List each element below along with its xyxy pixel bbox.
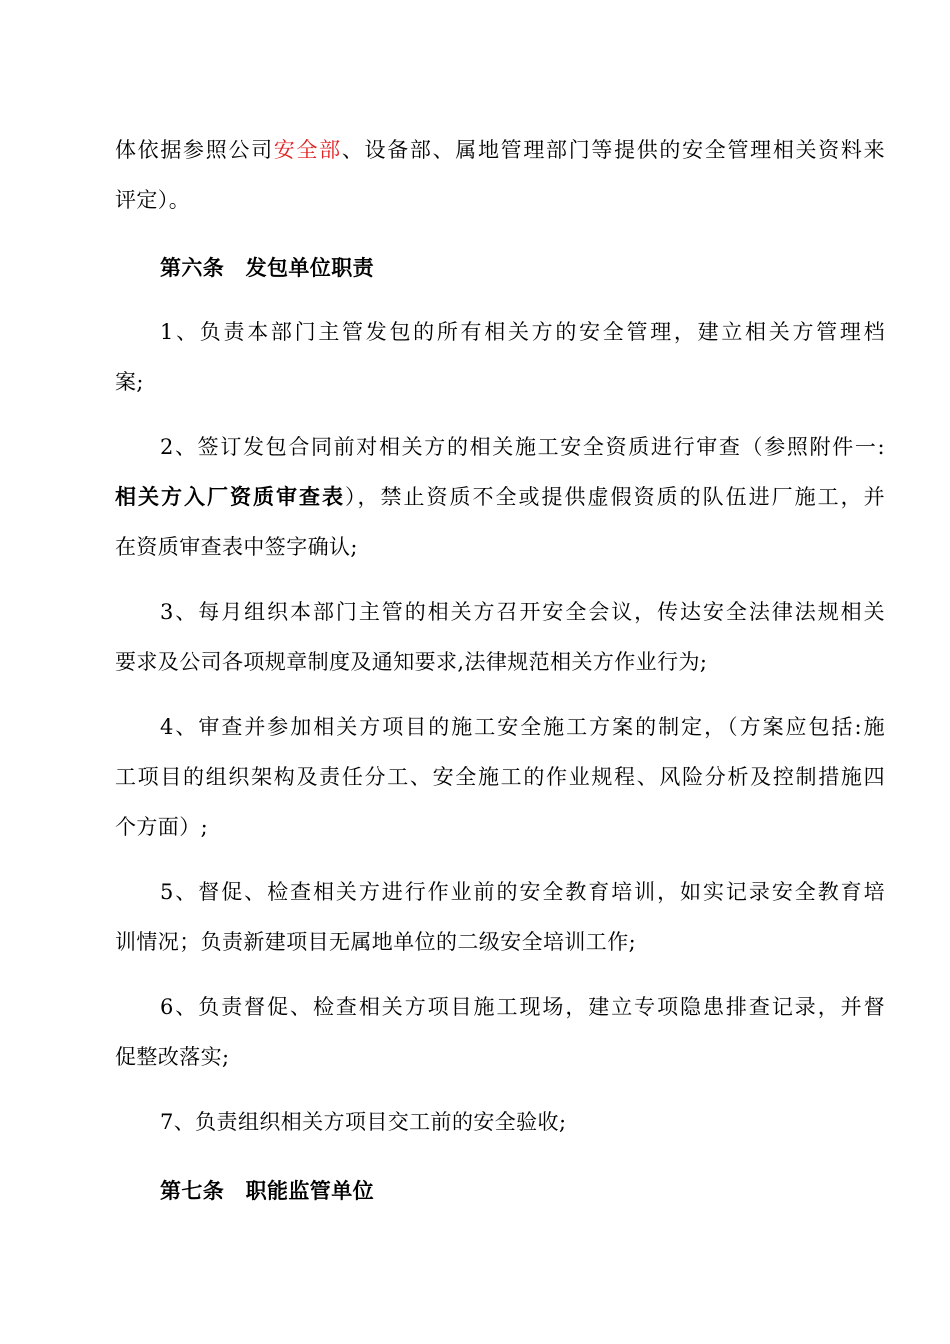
item-6-line-1: 6、负责督促、检查相关方项目施工现场，建立专项隐患排查记录，并督 (160, 995, 885, 1019)
intro-text-after: 、设备部、属地管理部门等提供的安全管理相关资料来 (341, 138, 885, 162)
item-2-line-2-rest: ），禁止资质不全或提供虚假资质的队伍进厂施工，并 (345, 485, 885, 509)
item-2-line-1: 2、签订发包合同前对相关方的相关施工安全资质进行审查（参照附件一: (160, 435, 885, 459)
intro-line-2: 评定）。 (115, 188, 191, 212)
item-7-line-1: 7、负责组织相关方项目交工前的安全验收; (160, 1110, 567, 1134)
item-5-line-1: 5、督促、检查相关方进行作业前的安全教育培训，如实记录安全教育培 (160, 880, 885, 904)
item-1-line-2: 案; (115, 370, 144, 394)
intro-line-1 (115, 136, 885, 164)
item-5-line-2: 训情况；负责新建项目无属地单位的二级安全培训工作; (115, 930, 637, 954)
attachment-form-name: 相关方入厂资质审查表 (115, 484, 346, 509)
item-3-line-1: 3、每月组织本部门主管的相关方召开安全会议，传达安全法律法规相关 (160, 600, 885, 624)
item-1-line-1: 1、负责本部门主管发包的所有相关方的安全管理，建立相关方管理档 (160, 320, 885, 344)
item-4-line-3: 个方面）; (115, 815, 209, 839)
item-3-line-2: 要求及公司各项规章制度及通知要求,法律规范相关方作业行为; (115, 650, 708, 674)
intro-text-before: 体依据参照公司 (115, 138, 274, 162)
item-6-line-2: 促整改落实; (115, 1045, 230, 1069)
item-2-line-3: 在资质审查表中签字确认; (115, 535, 358, 559)
item-2-line-2 (115, 483, 885, 511)
highlighted-department: 安全部 (273, 138, 342, 162)
article-7-heading: 第七条 职能监管单位 (160, 1178, 374, 1203)
article-6-heading: 第六条 发包单位职责 (160, 255, 374, 280)
item-4-line-2: 工项目的组织架构及责任分工、安全施工的作业规程、风险分析及控制措施四 (115, 765, 885, 789)
item-4-line-1: 4、审查并参加相关方项目的施工安全施工方案的制定，（方案应包括:施 (160, 715, 885, 739)
